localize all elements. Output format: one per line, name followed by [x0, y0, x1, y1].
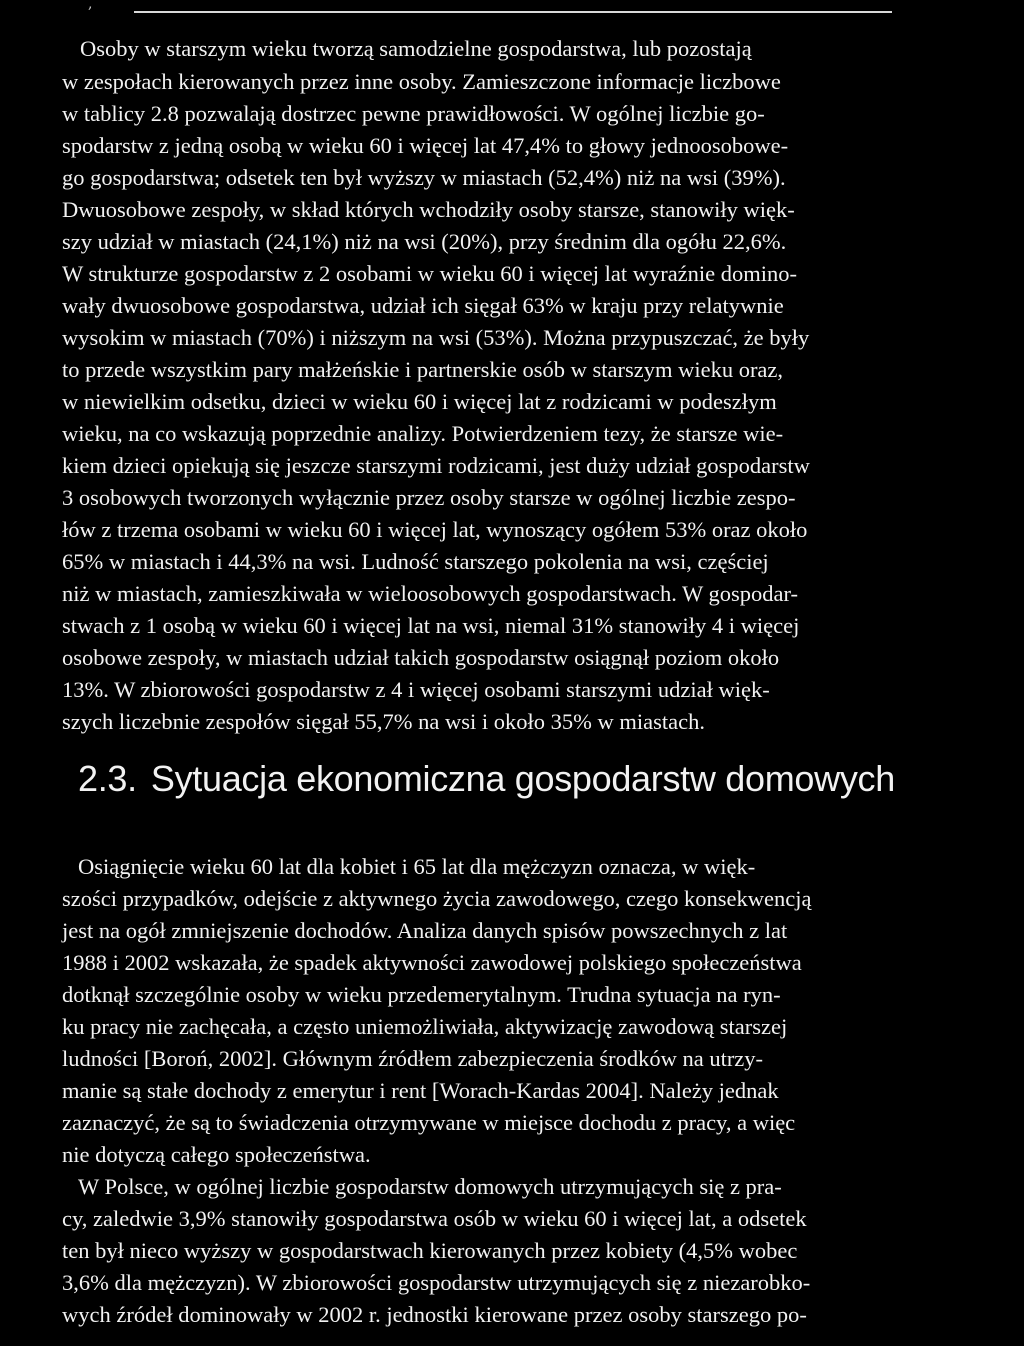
section-heading: [78, 758, 895, 800]
text-line: w zespołach kierowanych przez inne osoby. Zamieszczone informacje liczbowe: [62, 69, 781, 94]
section-title: Sytuacja ekonomiczna gospodarstw domowych: [150, 758, 895, 799]
text-line: W strukturze gospodarstw z 2 osobami w wieku 60 i więcej lat wyraźnie domino-: [62, 261, 798, 286]
text-line: 13%. W zbiorowości gospodarstw z 4 i więcej osobami starszymi udział więk-: [62, 677, 770, 702]
text-line: wych źródeł dominowały w 2002 r. jednostki kierowane przez osoby starszego po-: [62, 1302, 807, 1327]
text-line: to przede wszystkim pary małżeńskie i partnerskie osób w starszym wieku oraz,: [62, 357, 784, 382]
text-line: 1988 i 2002 wskazała, że spadek aktywności zawodowej polskiego społeczeństwa: [62, 950, 802, 975]
text-line: kiem dzieci opiekują się jeszcze starszymi rodzicami, jest duży udział gospodarstw: [62, 453, 810, 478]
text-line: szy udział w miastach (24,1%) niż na wsi (20%), przy średnim dla ogółu 22,6%.: [62, 229, 787, 254]
text-line: w niewielkim odsetku, dzieci w wieku 60 i więcej lat z rodzicami w podeszłym: [62, 389, 777, 414]
text-line: Osiągnięcie wieku 60 lat dla kobiet i 65 lat dla mężczyzn oznacza, w więk-: [78, 854, 756, 879]
section-number: 2.3.: [78, 758, 137, 799]
top-divider: [134, 11, 892, 13]
text-line: wysokim w miastach (70%) i niższym na wsi (53%). Można przypuszczać, że były: [62, 325, 810, 350]
text-line: szości przypadków, odejście z aktywnego życia zawodowego, czego konsekwencją: [62, 886, 812, 911]
text-line: go gospodarstwa; odsetek ten był wyższy w miastach (52,4%) niż na wsi (39%).: [62, 165, 786, 190]
text-line: W Polsce, w ogólnej liczbie gospodarstw domowych utrzymujących się z pra-: [78, 1174, 782, 1199]
text-line: 65% w miastach i 44,3% na wsi. Ludność starszego pokolenia na wsi, częściej: [62, 549, 769, 574]
text-line: Osoby w starszym wieku tworzą samodzielne gospodarstwa, lub pozostają: [80, 36, 752, 61]
text-line: zaznaczyć, że są to świadczenia otrzymywane w miejsce dochodu z pracy, a więc: [62, 1110, 796, 1135]
text-line: stwach z 1 osobą w wieku 60 i więcej lat na wsi, niemal 31% stanowiły 4 i więcej: [62, 613, 800, 638]
text-line: wały dwuosobowe gospodarstwa, udział ich sięgał 63% w kraju przy relatywnie: [62, 293, 784, 318]
text-line: w tablicy 2.8 pozwalają dostrzec pewne prawidłowości. W ogólnej liczbie go-: [62, 101, 765, 126]
text-line: ludności [Boroń, 2002]. Głównym źródłem zabezpieczenia środków na utrzy-: [62, 1046, 764, 1071]
text-line: manie są stałe dochody z emerytur i rent [Worach-Kardas 2004]. Należy jednak: [62, 1078, 779, 1103]
text-line: ku pracy nie zachęcała, a często uniemożliwiała, aktywizację zawodową starszej: [62, 1014, 788, 1039]
text-line: nie dotyczą całego społeczeństwa.: [62, 1142, 371, 1167]
text-line: 3,6% dla mężczyzn). W zbiorowości gospodarstw utrzymujących się z niezarobko-: [62, 1270, 811, 1295]
page-top-mark: ,: [88, 0, 93, 12]
text-line: 3 osobowych tworzonych wyłącznie przez osoby starsze w ogólnej liczbie zespo-: [62, 485, 796, 510]
text-line: dotknął szczególnie osoby w wieku przedemerytalnym. Trudna sytuacja na ryn-: [62, 982, 781, 1007]
text-line: spodarstw z jedną osobą w wieku 60 i więcej lat 47,4% to głowy jednoosobowe-: [62, 133, 789, 158]
text-line: szych liczebnie zespołów sięgał 55,7% na wsi i około 35% w miastach.: [62, 709, 705, 734]
text-line: jest na ogół zmniejszenie dochodów. Analiza danych spisów powszechnych z lat: [62, 918, 788, 943]
text-line: niż w miastach, zamieszkiwała w wieloosobowych gospodarstwach. W gospodar-: [62, 581, 799, 606]
text-line: Dwuosobowe zespoły, w skład których wchodziły osoby starsze, stanowiły więk-: [62, 197, 795, 222]
text-line: cy, zaledwie 3,9% stanowiły gospodarstwa osób w wieku 60 i więcej lat, a odsetek: [62, 1206, 807, 1231]
text-line: łów z trzema osobami w wieku 60 i więcej lat, wynoszący ogółem 53% oraz około: [62, 517, 808, 542]
text-line: wieku, na co wskazują poprzednie analizy. Potwierdzeniem tezy, że starsze wie-: [62, 421, 784, 446]
text-line: osobowe zespoły, w miastach udział takich gospodarstw osiągnął poziom około: [62, 645, 780, 670]
text-line: ten był nieco wyższy w gospodarstwach kierowanych przez kobiety (4,5% wobec: [62, 1238, 798, 1263]
